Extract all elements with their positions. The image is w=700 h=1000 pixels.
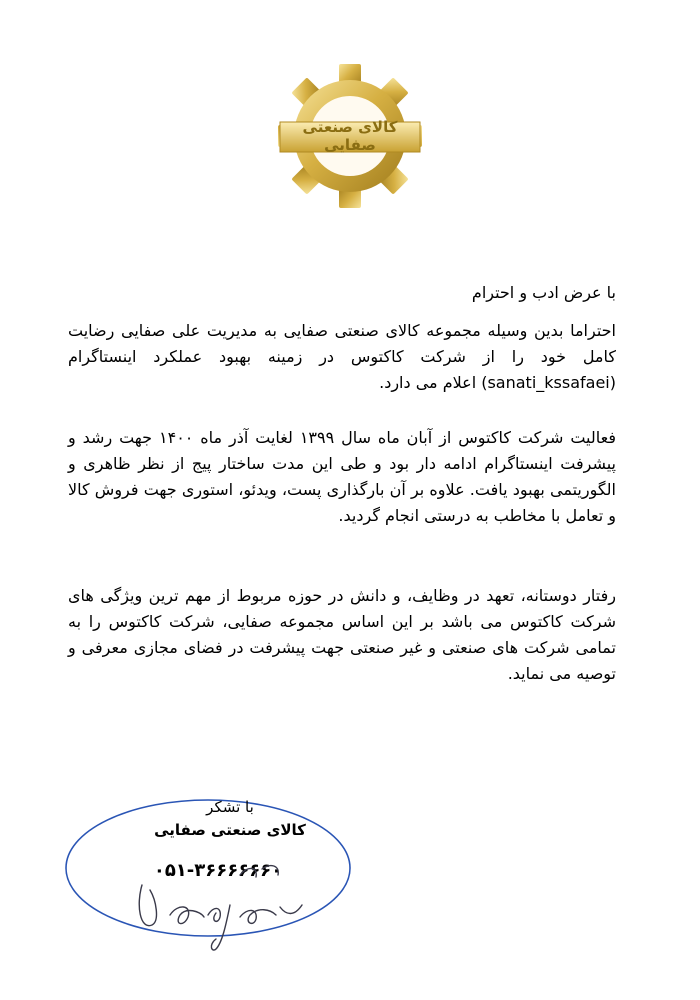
paragraph-3 (68, 583, 616, 687)
company-logo (276, 62, 424, 210)
logo-text: کالای صنعتی صفایی (302, 118, 398, 154)
salutation: با عرض ادب و احترام (471, 283, 616, 302)
signature-company: کالای صنعتی صفایی (154, 821, 306, 839)
paragraph-3-text: رفتار دوستانه، تعهد در وظایف، و دانش در حوزه مربوط از مهم ترین ویژگی های شرکت کاکتوس می باشد بر این اساس مجموعه صفایی، شرکت کاکتوس را به تمامی شرکت های صنعتی و غیر صنعتی جهت پیشرفت در فضای مجازی معرفی و توصیه می نماید. (68, 586, 616, 683)
signature-thanks: با تشکر (206, 798, 254, 816)
signature-phone: ۰۵۱-۳۶۶۶۶۶۶۰ (153, 860, 283, 881)
signature-block (60, 790, 360, 960)
paragraph-1-text: احتراما بدین وسیله مجموعه کالای صنعتی صفایی به مدیریت علی صفایی رضایت کامل خود را از شرکت کاکتوس در زمینه بهبود عملکرد اینستاگرام (sanati_kssafaei) اعلام می دارد. (68, 321, 616, 392)
paragraph-1 (68, 318, 616, 396)
paragraph-2 (68, 425, 616, 529)
handwritten-signature (130, 845, 320, 955)
paragraph-2-text: فعالیت شرکت کاکتوس از آبان ماه سال ۱۳۹۹ لغایت آذر ماه ۱۴۰۰ جهت رشد و پیشرفت اینستاگرام ادامه دار بود و طی این مدت ساختار پیج از نظر ظاهری و الگوریتمی بهبود یافت. علاوه بر آن بارگذاری پست، ویدئو، استوری جهت فروش کالا و تعامل با مخاطب به درستی انجام گردید. (68, 428, 616, 525)
